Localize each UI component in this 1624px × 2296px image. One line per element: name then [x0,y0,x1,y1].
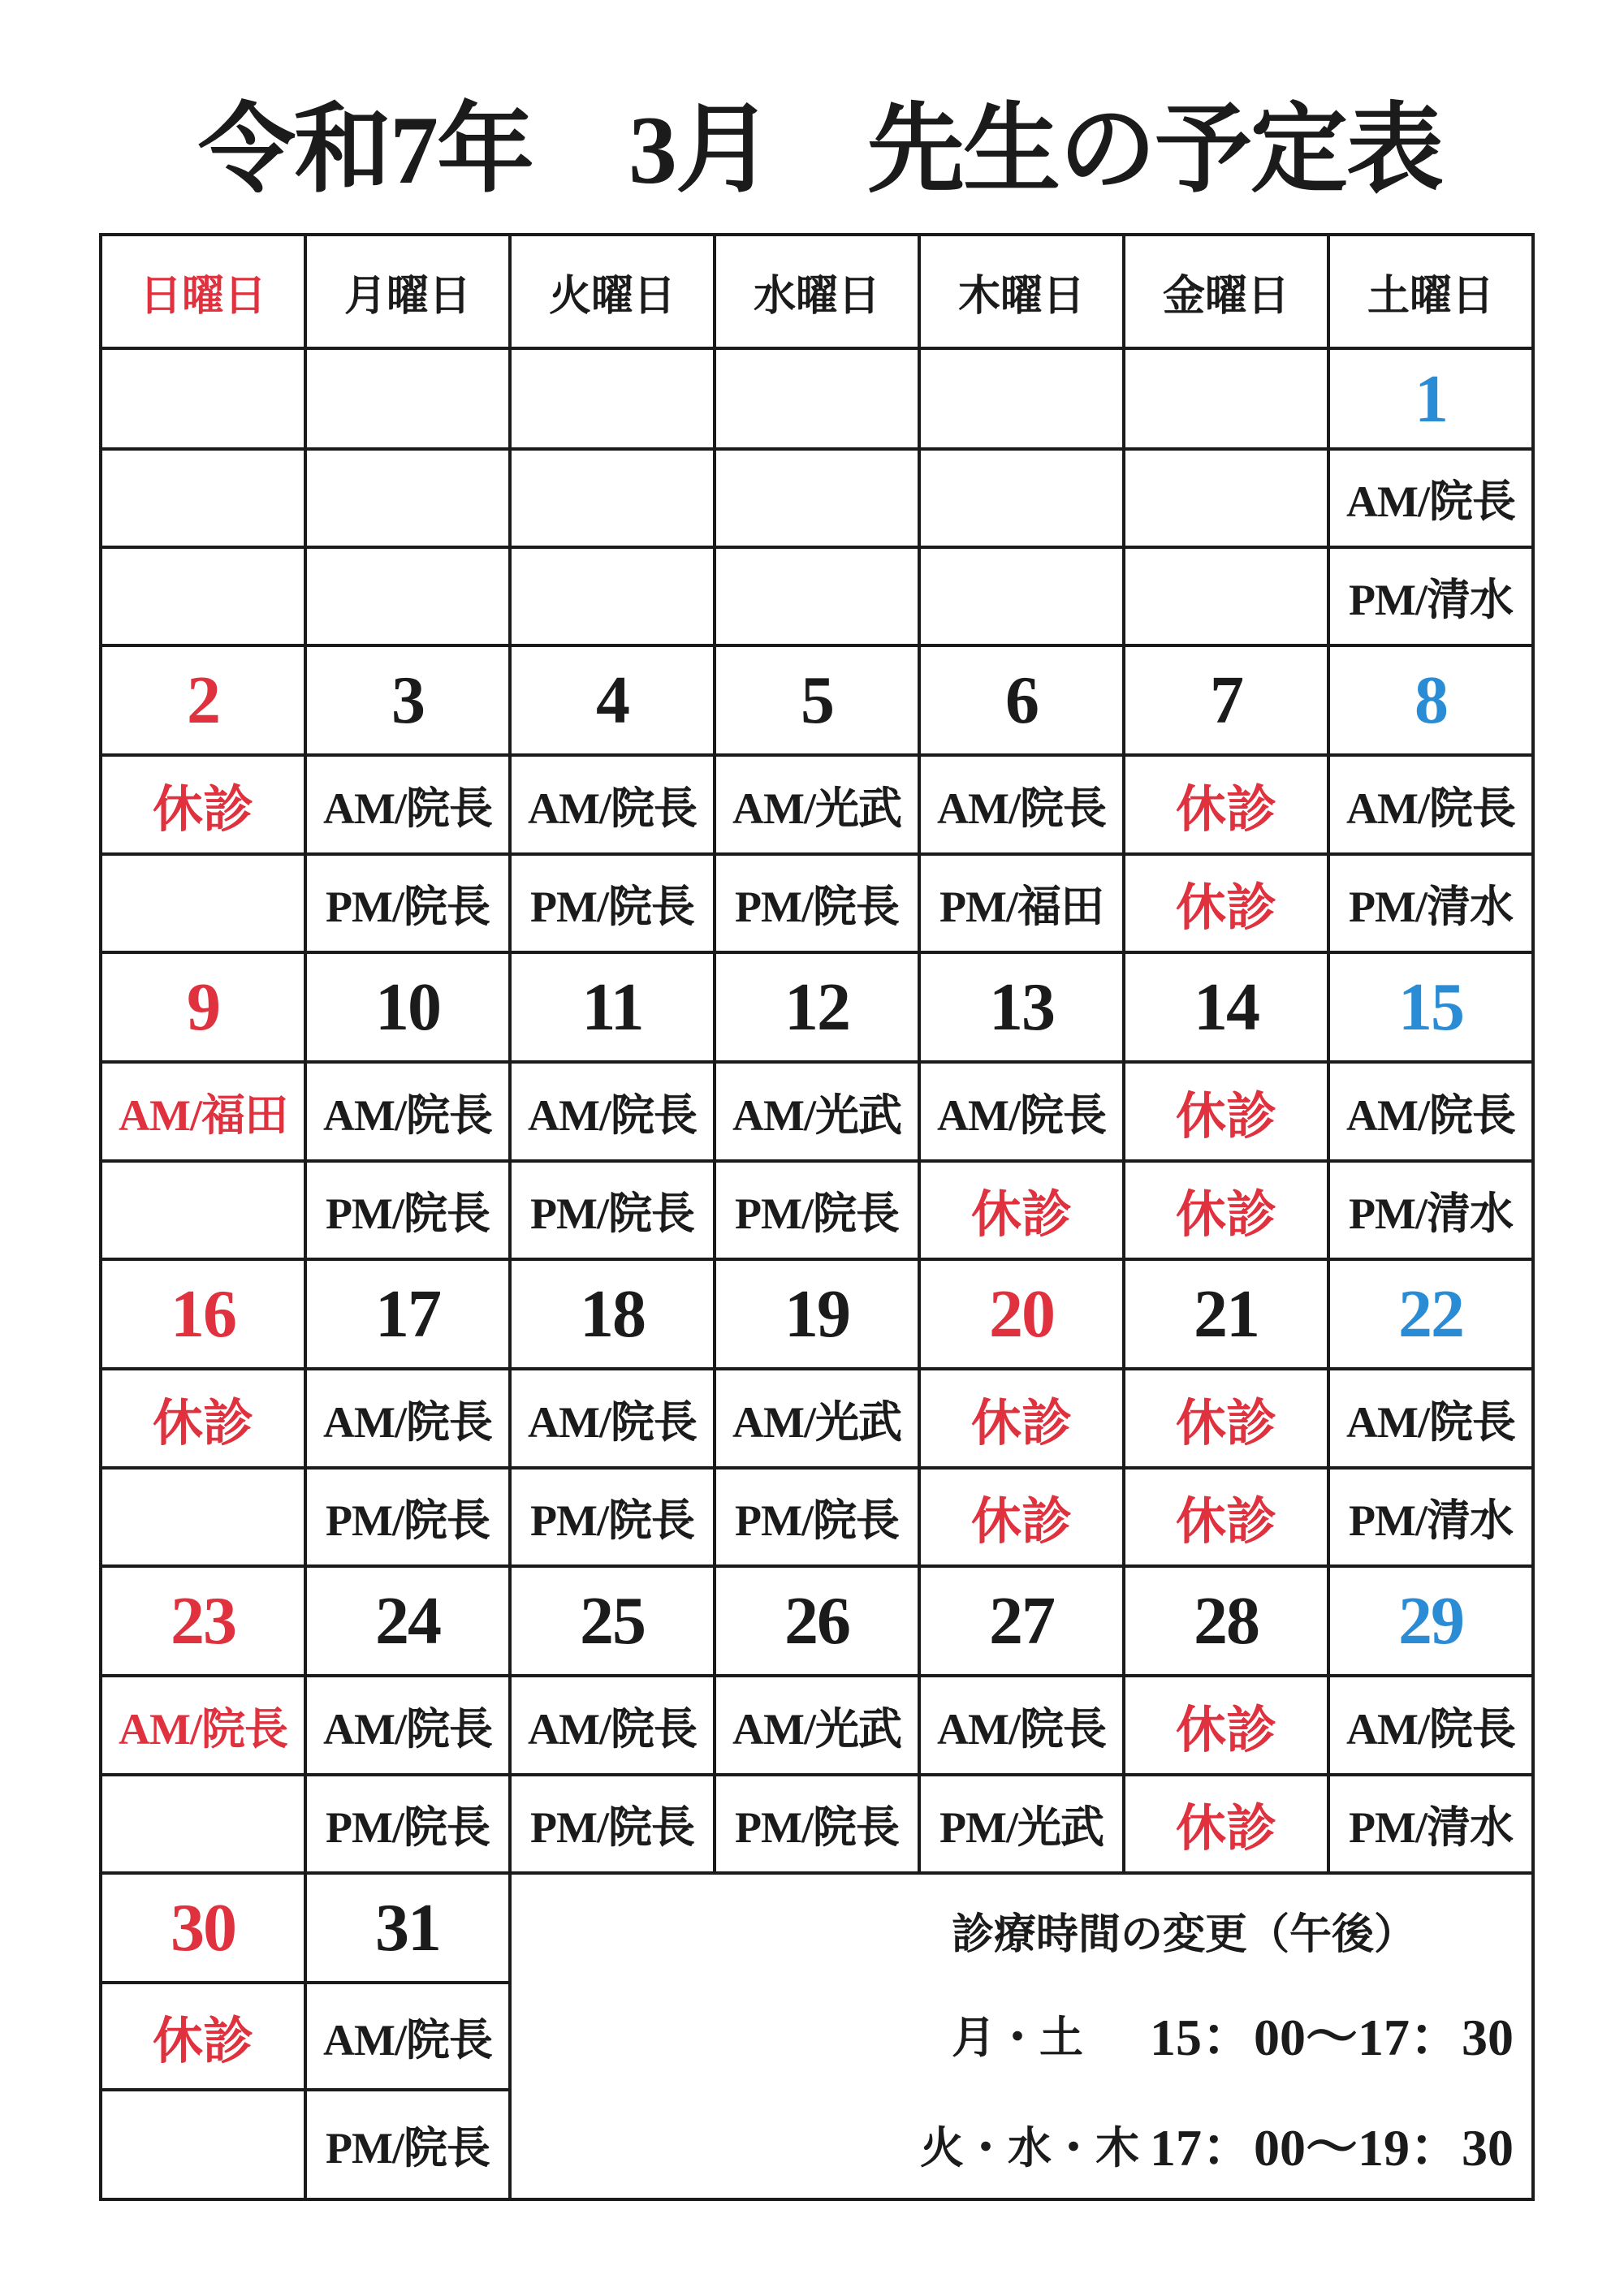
am-slot: 休診 [102,757,304,852]
am-slot: 休診 [102,1370,304,1466]
am-slot: AM/院長 [512,1064,713,1159]
date-cell: 13 [921,954,1122,1060]
pm-slot [512,549,713,644]
pm-slot: PM/院長 [716,856,918,951]
am-slot: AM/院長 [307,1677,508,1773]
am-slot: AM/院長 [307,1984,508,2088]
date-cell: 23 [102,1568,304,1674]
pm-slot: PM/清水 [1330,1776,1531,1871]
pm-slot: PM/清水 [1330,1163,1531,1258]
hours-days-label: 月・土 [952,2013,1083,2062]
am-slot [921,451,1122,546]
date-cell [307,350,508,447]
date-cell: 19 [716,1261,918,1367]
pm-slot: PM/清水 [1330,856,1531,951]
date-cell: 14 [1125,954,1327,1060]
am-slot: AM/院長 [921,757,1122,852]
weekday-header: 月曜日 [307,236,508,347]
pm-slot [102,549,304,644]
am-slot [102,451,304,546]
date-cell: 11 [512,954,713,1060]
am-slot [307,451,508,546]
pm-slot: PM/院長 [716,1470,918,1564]
date-cell: 1 [1330,350,1531,447]
weekday-header: 土曜日 [1330,236,1531,347]
pm-slot: PM/福田 [921,856,1122,951]
pm-slot: PM/院長 [307,1470,508,1564]
pm-slot: PM/院長 [512,1163,713,1258]
date-cell: 3 [307,647,508,753]
date-cell: 31 [307,1875,508,1981]
date-cell: 12 [716,954,918,1060]
am-slot: AM/院長 [512,757,713,852]
date-cell [512,350,713,447]
date-cell: 10 [307,954,508,1060]
pm-slot [307,549,508,644]
am-slot: AM/院長 [307,1064,508,1159]
pm-slot: 休診 [1125,1776,1327,1871]
date-cell: 5 [716,647,918,753]
am-slot: AM/院長 [1330,757,1531,852]
pm-slot: PM/清水 [1330,1470,1531,1564]
am-slot: AM/院長 [307,1370,508,1466]
am-slot: 休診 [921,1370,1122,1466]
date-cell: 17 [307,1261,508,1367]
am-slot: AM/院長 [307,757,508,852]
pm-slot [102,1163,304,1258]
weekday-header: 火曜日 [512,236,713,347]
pm-slot [102,1470,304,1564]
date-cell: 9 [102,954,304,1060]
pm-slot: PM/院長 [512,1776,713,1871]
pm-slot: PM/光武 [921,1776,1122,1871]
date-cell: 20 [921,1261,1122,1367]
weekday-header: 木曜日 [921,236,1122,347]
am-slot: AM/院長 [921,1677,1122,1773]
pm-slot: PM/院長 [716,1163,918,1258]
weekday-header: 水曜日 [716,236,918,347]
pm-slot [102,856,304,951]
am-slot: 休診 [1125,1370,1327,1466]
pm-slot: 休診 [921,1163,1122,1258]
pm-slot [102,2091,304,2198]
date-cell: 27 [921,1568,1122,1674]
hours-days-label: 火・水・木 [920,2124,1139,2173]
date-cell: 4 [512,647,713,753]
am-slot [512,451,713,546]
am-slot: AM/院長 [1330,1370,1531,1466]
date-cell: 6 [921,647,1122,753]
page-title: 令和7年 3月 先生の予定表 [198,96,1442,204]
am-slot: AM/院長 [1330,1677,1531,1773]
hours-time: 15：00～17：30 [1150,2009,1514,2066]
pm-slot: PM/院長 [307,1776,508,1871]
pm-slot [921,549,1122,644]
date-cell [102,350,304,447]
date-cell: 29 [1330,1568,1531,1674]
date-cell: 18 [512,1261,713,1367]
date-cell: 30 [102,1875,304,1981]
pm-slot: PM/院長 [512,1470,713,1564]
date-cell: 15 [1330,954,1531,1060]
am-slot: AM/院長 [102,1677,304,1773]
date-cell [921,350,1122,447]
am-slot: 休診 [102,1984,304,2088]
hours-change-heading: 診療時間の変更（午後） [952,1912,1417,1958]
am-slot: AM/光武 [716,1370,918,1466]
date-cell: 28 [1125,1568,1327,1674]
date-cell: 25 [512,1568,713,1674]
am-slot: 休診 [1125,757,1327,852]
pm-slot: 休診 [1125,1470,1327,1564]
date-cell [716,350,918,447]
pm-slot: 休診 [1125,1163,1327,1258]
am-slot: AM/院長 [921,1064,1122,1159]
am-slot [1125,451,1327,546]
am-slot: AM/光武 [716,757,918,852]
date-cell: 8 [1330,647,1531,753]
pm-slot: PM/院長 [512,856,713,951]
am-slot: AM/院長 [1330,1064,1531,1159]
am-slot: AM/光武 [716,1064,918,1159]
date-cell: 2 [102,647,304,753]
date-cell: 7 [1125,647,1327,753]
pm-slot: PM/院長 [307,856,508,951]
pm-slot: 休診 [921,1470,1122,1564]
am-slot: AM/光武 [716,1677,918,1773]
date-cell: 24 [307,1568,508,1674]
am-slot [716,451,918,546]
date-cell: 22 [1330,1261,1531,1367]
pm-slot [716,549,918,644]
weekday-header: 金曜日 [1125,236,1327,347]
hours-time: 17：00～19：30 [1150,2119,1514,2177]
date-cell [1125,350,1327,447]
am-slot: 休診 [1125,1677,1327,1773]
pm-slot: PM/院長 [716,1776,918,1871]
date-cell: 21 [1125,1261,1327,1367]
am-slot: AM/福田 [102,1064,304,1159]
pm-slot: 休診 [1125,856,1327,951]
schedule-table [99,233,1535,2201]
am-slot: AM/院長 [1330,451,1531,546]
pm-slot: PM/院長 [307,2091,508,2198]
am-slot: AM/院長 [512,1677,713,1773]
am-slot: AM/院長 [512,1370,713,1466]
weekday-header: 日曜日 [102,236,304,347]
pm-slot [1125,549,1327,644]
pm-slot: PM/院長 [307,1163,508,1258]
hours-change-notice [512,1875,1531,2198]
pm-slot: PM/清水 [1330,549,1531,644]
date-cell: 26 [716,1568,918,1674]
am-slot: 休診 [1125,1064,1327,1159]
pm-slot [102,1776,304,1871]
date-cell: 16 [102,1261,304,1367]
